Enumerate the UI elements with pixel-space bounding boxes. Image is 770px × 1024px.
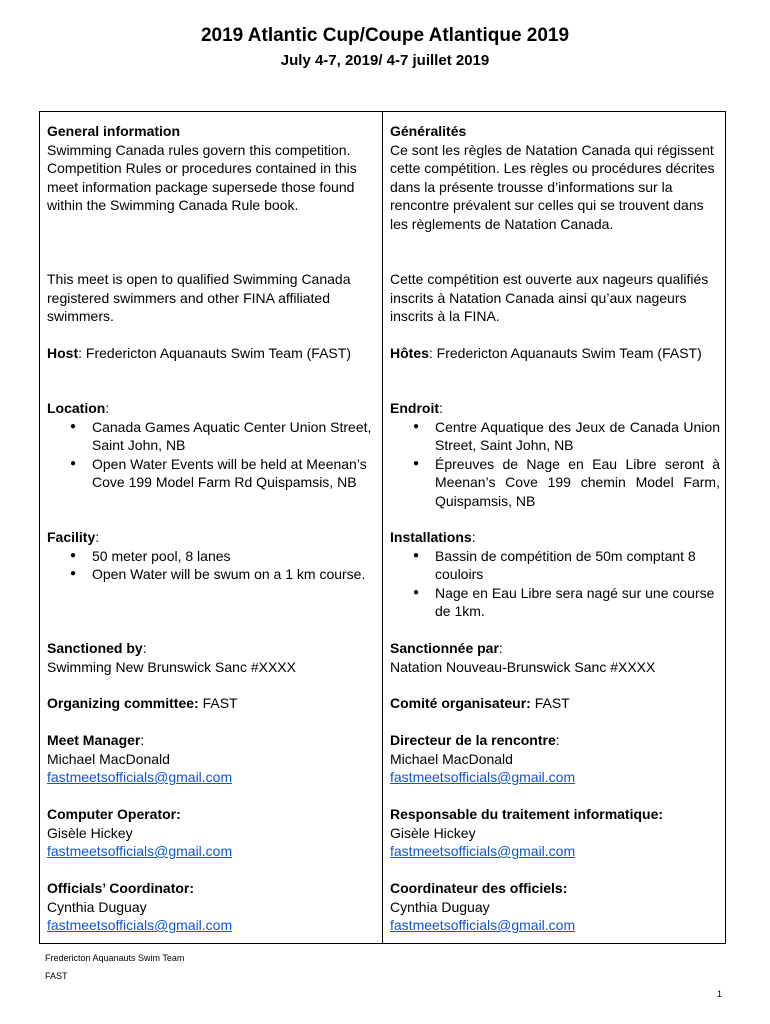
list-item: ● 50 meter pool, 8 lanes: [92, 547, 377, 566]
computer-operator-name-en: Gisèle Hickey: [47, 824, 133, 841]
french-column: [390, 122, 720, 935]
location-label-fr: Endroit: [390, 400, 439, 416]
meet-manager-section-en: Meet Manager: Michael MacDonald fastmeetsofficials@gmail.com: [47, 731, 377, 805]
meet-manager-label-fr: Directeur de la rencontre: [390, 732, 556, 748]
list-item: ● Canada Games Aquatic Center Union Street, Saint John, NB: [92, 418, 377, 455]
general-info-heading-fr: Généralités: [390, 123, 467, 139]
sanctioned-label-en: Sanctioned by: [47, 640, 143, 656]
list-item: ● Bassin de compétition de 50m comptant 8 couloirs: [435, 547, 720, 584]
general-info-section-en: [47, 122, 377, 270]
meet-manager-section-fr: Directeur de la rencontre: Michael MacDonald fastmeetsofficials@gmail.com: [390, 731, 720, 805]
sanctioned-value-en: Swimming New Brunswick Sanc #XXXX: [47, 658, 296, 675]
computer-operator-section-fr: [390, 805, 720, 879]
eligibility-section-fr: [390, 270, 720, 344]
organizing-value-en: FAST: [198, 695, 238, 711]
facility-list-en: [47, 547, 377, 584]
host-label-fr: Hôtes: [390, 345, 429, 361]
sanctioned-value-fr: Natation Nouveau-Brunswick Sanc #XXXX: [390, 658, 656, 675]
officials-name-fr: Cynthia Duguay: [390, 898, 490, 915]
computer-operator-section-en: [47, 805, 377, 879]
facility-section-en: Facility: ● 50 meter pool, 8 lanes ● Open Water will be swum on a 1 km course.: [47, 528, 377, 639]
list-item: ● Centre Aquatique des Jeux de Canada Union Street, Saint John, NB: [435, 418, 720, 455]
officials-email-link-fr[interactable]: fastmeetsofficials@gmail.com: [390, 917, 576, 933]
eligibility-section-en: [47, 270, 377, 344]
host-section-en: [47, 344, 377, 399]
computer-operator-name-fr: Gisèle Hickey: [390, 824, 476, 841]
sanction-section-fr: Sanctionnée par: Natation Nouveau-Brunswick Sanc #XXXX: [390, 639, 720, 694]
location-section-en: Location: ● Canada Games Aquatic Center Union Street, Saint John, NB ● Open Water Events will be held at Meenan’s Cove 199 Model Farm Rd Quispamsis, NB: [47, 399, 377, 528]
location-section-fr: Endroit: ● Centre Aquatique des Jeux de Canada Union Street, Saint John, NB ● Épreuves de Nage en Eau Libre seront à Meenan’s Cove 199 chemin Model Farm, Quispamsis, NB: [390, 399, 720, 528]
officials-name-en: Cynthia Duguay: [47, 898, 147, 915]
document-dates: July 4-7, 2019/ 4-7 juillet 2019: [280, 52, 490, 69]
facility-label-en: Facility: [47, 529, 96, 545]
organizing-section-en: [47, 694, 377, 731]
organizing-label-fr: Comité organisateur:: [390, 695, 531, 711]
officials-email-link-en[interactable]: fastmeetsofficials@gmail.com: [47, 917, 233, 933]
computer-operator-email-link-fr[interactable]: fastmeetsofficials@gmail.com: [390, 843, 576, 859]
list-item: ● Open Water will be swum on a 1 km course.: [92, 565, 377, 584]
general-info-text-en: Swimming Canada rules govern this competition. Competition Rules or procedures contained in this meet information package supersede those found within the Swimming Canada Rule book.: [47, 141, 357, 213]
meet-manager-email-link-fr[interactable]: fastmeetsofficials@gmail.com: [390, 769, 576, 785]
officials-section-fr: [390, 879, 720, 935]
location-label-en: Location: [47, 400, 106, 416]
meet-manager-email-link-en[interactable]: fastmeetsofficials@gmail.com: [47, 769, 233, 785]
column-divider: [382, 112, 383, 943]
computer-operator-label-fr: Responsable du traitement informatique:: [390, 806, 664, 822]
host-value-en: : Fredericton Aquanauts Swim Team (FAST): [78, 345, 351, 361]
footer-team-name: Fredericton Aquanauts Swim Team: [45, 953, 185, 963]
location-list-fr: [390, 418, 720, 511]
location-list-en: [47, 418, 377, 492]
host-label-en: Host: [47, 345, 79, 361]
organizing-section-fr: [390, 694, 720, 731]
officials-section-en: [47, 879, 377, 935]
general-info-section-fr: [390, 122, 720, 270]
footer-team-abbr: FAST: [45, 971, 68, 981]
organizing-label-en: Organizing committee:: [47, 695, 199, 711]
facility-list-fr: [390, 547, 720, 621]
meet-manager-name-en: Michael MacDonald: [47, 750, 170, 767]
general-info-heading-en: General information: [47, 123, 181, 139]
sanction-section-en: Sanctioned by: Swimming New Brunswick Sanc #XXXX: [47, 639, 377, 694]
host-section-fr: [390, 344, 720, 399]
host-value-fr: : Fredericton Aquanauts Swim Team (FAST): [428, 345, 702, 361]
info-table: [39, 111, 726, 944]
general-info-text-fr: Ce sont les règles de Natation Canada qui régissent cette compétition. Les règles ou procédures décrites dans la présente trousse d’informations sur la rencontre prévalent sur celles qui se trouvent dans les règlements de Natation Canada.: [390, 141, 715, 232]
computer-operator-email-link-en[interactable]: fastmeetsofficials@gmail.com: [47, 843, 233, 859]
meet-manager-label-en: Meet Manager: [47, 732, 141, 748]
page-number: 1: [716, 989, 722, 999]
officials-label-en: Officials’ Coordinator:: [47, 880, 195, 896]
eligibility-text-fr: Cette compétition est ouverte aux nageurs qualifiés inscrits à Natation Canada ainsi qu’aux nageurs inscrits à la FINA.: [390, 271, 709, 324]
meet-manager-name-fr: Michael MacDonald: [390, 750, 513, 767]
organizing-value-fr: FAST: [530, 695, 570, 711]
officials-label-fr: Coordinateur des officiels:: [390, 880, 568, 896]
computer-operator-label-en: Computer Operator:: [47, 806, 181, 822]
list-item: ● Nage en Eau Libre sera nagé sur une course de 1km.: [435, 584, 720, 621]
document-title: 2019 Atlantic Cup/Coupe Atlantique 2019: [200, 25, 570, 46]
list-item: ● Épreuves de Nage en Eau Libre seront à Meenan’s Cove 199 chemin Model Farm, Quispamsis, NB: [435, 455, 720, 511]
english-column: [47, 122, 377, 935]
eligibility-text-en: This meet is open to qualified Swimming Canada registered swimmers and other FINA affiliated swimmers.: [47, 271, 351, 324]
sanctioned-label-fr: Sanctionnée par: [390, 640, 499, 656]
facility-section-fr: Installations: ● Bassin de compétition de 50m comptant 8 couloirs ● Nage en Eau Libre sera nagé sur une course de 1km.: [390, 528, 720, 639]
list-item: ● Open Water Events will be held at Meenan’s Cove 199 Model Farm Rd Quispamsis, NB: [92, 455, 377, 492]
facility-label-fr: Installations: [390, 529, 472, 545]
